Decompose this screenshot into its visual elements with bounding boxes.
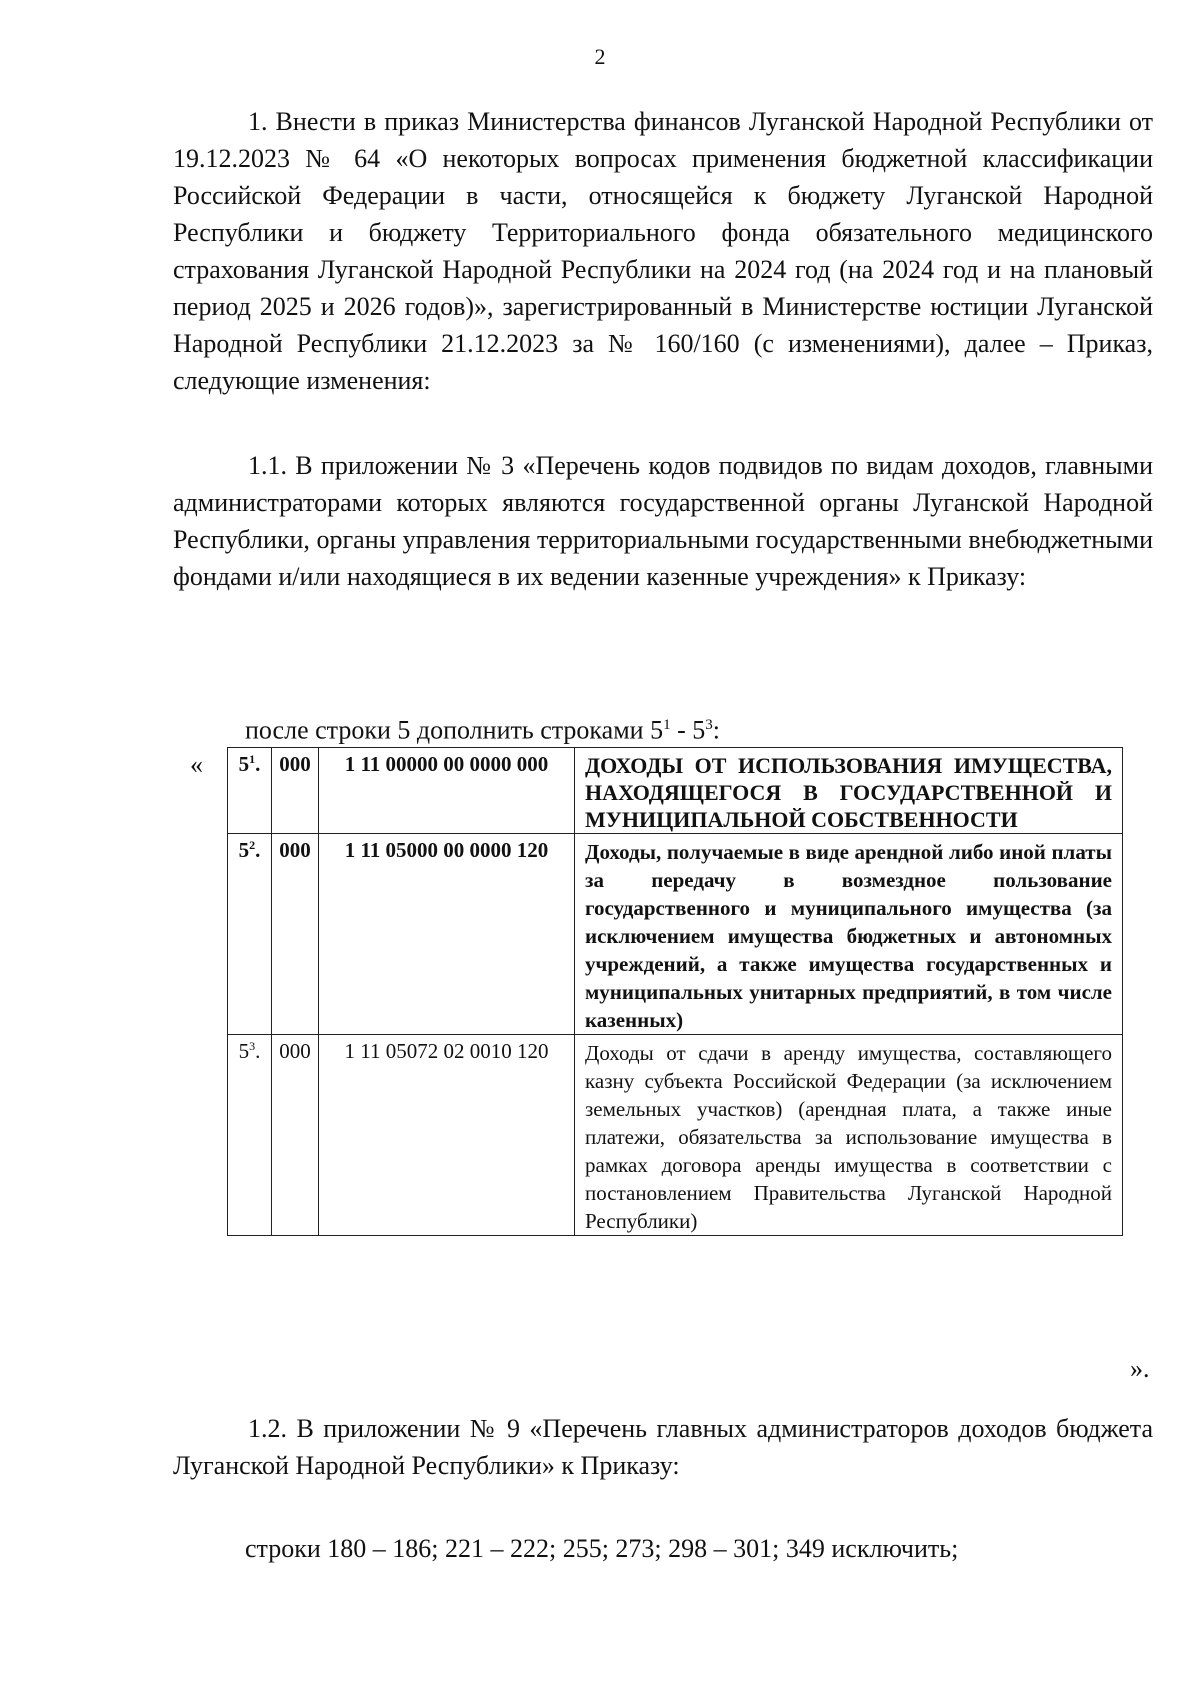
- row-number: $5^1$.: [228, 748, 272, 834]
- row-admin-code: 000: [272, 748, 319, 834]
- quote-open: «: [190, 750, 203, 779]
- row-number: $5^2$.: [228, 834, 272, 1035]
- row-number: $5^3$.: [228, 1035, 272, 1236]
- exclude-rows-line: строки 180 – 186; 221 – 222; 255; 273; 298 – 301; 349 исключить;: [245, 1534, 959, 1563]
- insert-rows-line: после строки 5 дополнить строками $5^1 - 5^3$:: [245, 715, 720, 745]
- paragraph-1-2: [173, 1410, 1153, 1484]
- codes-table: [227, 747, 1123, 1236]
- paragraph-1-1: [173, 447, 1153, 595]
- row-income-name: ДОХОДЫ ОТ ИСПОЛЬЗОВАНИЯ ИМУЩЕСТВА, НАХОДЯЩЕГОСЯ В ГОСУДАРСТВЕННОЙ И МУНИЦИПАЛЬНОЙ СОБСТВЕННОСТИ: [575, 748, 1123, 834]
- quote-close: ».: [1130, 1354, 1150, 1383]
- paragraph-1: [173, 103, 1153, 399]
- row-income-name: Доходы от сдачи в аренду имущества, составляющего казну субъекта Российской Федерации (за исключением земельных участков) (арендная плата, а также иные платежи, обязательства за использование имущества в рамках договора аренды имущества в соответствии с постановлением Правительства Луганской Народной Республики): [575, 1035, 1123, 1236]
- paragraph-1-1-text: 1.1. В приложении № 3 «Перечень кодов подвидов по видам доходов, главными администраторами которых являются государственной органы Луганской Народной Республики, органы управления территориальными государственными внебюджетными фондами и/или находящиеся в их ведении казенные учреждения» к Приказу:: [173, 451, 1153, 591]
- table-row: [228, 748, 1123, 834]
- row-income-name: Доходы, получаемые в виде арендной либо иной платы за передачу в возмездное пользование государственного и муниципального имущества (за исключением имущества бюджетных и автономных учреждений, а также имущества государственных и муниципальных унитарных предприятий, в том числе казенных): [575, 834, 1123, 1035]
- row-classification-code: 1 11 05000 00 0000 120: [319, 834, 575, 1035]
- table-row: [228, 1035, 1123, 1236]
- table-row: [228, 834, 1123, 1035]
- page-number: 2: [594, 44, 606, 69]
- row-classification-code: 1 11 05072 02 0010 120: [319, 1035, 575, 1236]
- row-classification-code: 1 11 00000 00 0000 000: [319, 748, 575, 834]
- row-admin-code: 000: [272, 1035, 319, 1236]
- paragraph-1-2-text: 1.2. В приложении № 9 «Перечень главных администраторов доходов бюджета Луганской Народной Республики» к Приказу:: [173, 1414, 1153, 1480]
- row-admin-code: 000: [272, 834, 319, 1035]
- paragraph-1-text: 1. Внести в приказ Министерства финансов Луганской Народной Республики от 19.12.2023 № 64 «О некоторых вопросах применения бюджетной классификации Российской Федерации в части, относящейся к бюджету Луганской Народной Республики и бюджету Территориального фонда обязательного медицинского страхования Луганской Народной Республики на 2024 год (на 2024 год и на плановый период 2025 и 2026 годов)», зарегистрированный в Министерстве юстиции Луганской Народной Республики 21.12.2023 за № 160/160 (с изменениями), далее – Приказ, следующие изменения:: [173, 107, 1153, 395]
